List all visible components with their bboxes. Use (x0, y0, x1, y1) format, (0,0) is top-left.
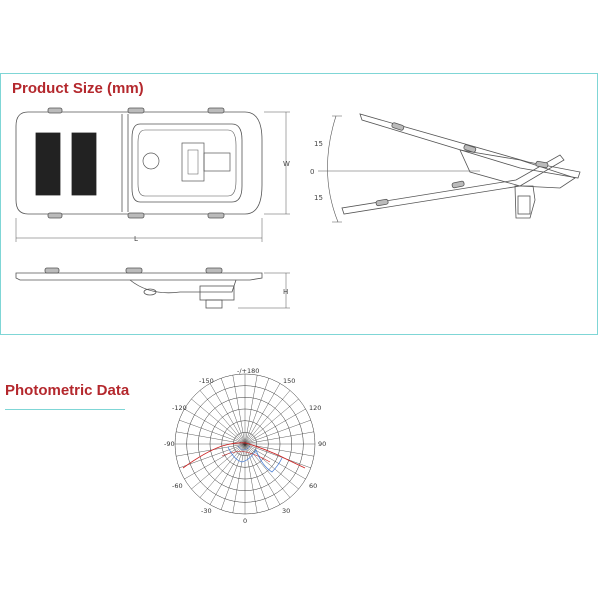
product-size-heading: Product Size (mm) (12, 80, 144, 97)
angle-label-90: 90 (318, 440, 327, 448)
top-view-drawing (16, 108, 290, 242)
dim-height-label: H (283, 288, 289, 296)
angle-label-0: 0 (243, 517, 248, 525)
photometric-heading: Photometric Data (5, 382, 130, 399)
angle-label-neg30: -30 (201, 507, 212, 515)
angle-label-neg120: -120 (172, 404, 187, 412)
tilt-down-label: 15 (314, 194, 323, 202)
tilt-up-label: 15 (314, 140, 323, 148)
angle-label-150: 150 (283, 377, 296, 385)
side-view-drawing (16, 268, 290, 308)
tilt-view-drawing (318, 114, 580, 222)
angle-label-neg90: -90 (164, 440, 175, 448)
angle-label-neg60: -60 (172, 482, 183, 490)
angle-label-180: -/+180 (237, 367, 260, 375)
angle-label-neg150: -150 (199, 377, 214, 385)
dim-width-label: W (283, 160, 290, 168)
angle-label-120: 120 (309, 404, 322, 412)
tilt-zero-label: 0 (310, 168, 315, 176)
angle-label-30: 30 (282, 507, 291, 515)
angle-label-60: 60 (309, 482, 318, 490)
dim-length-label: L (134, 235, 138, 243)
